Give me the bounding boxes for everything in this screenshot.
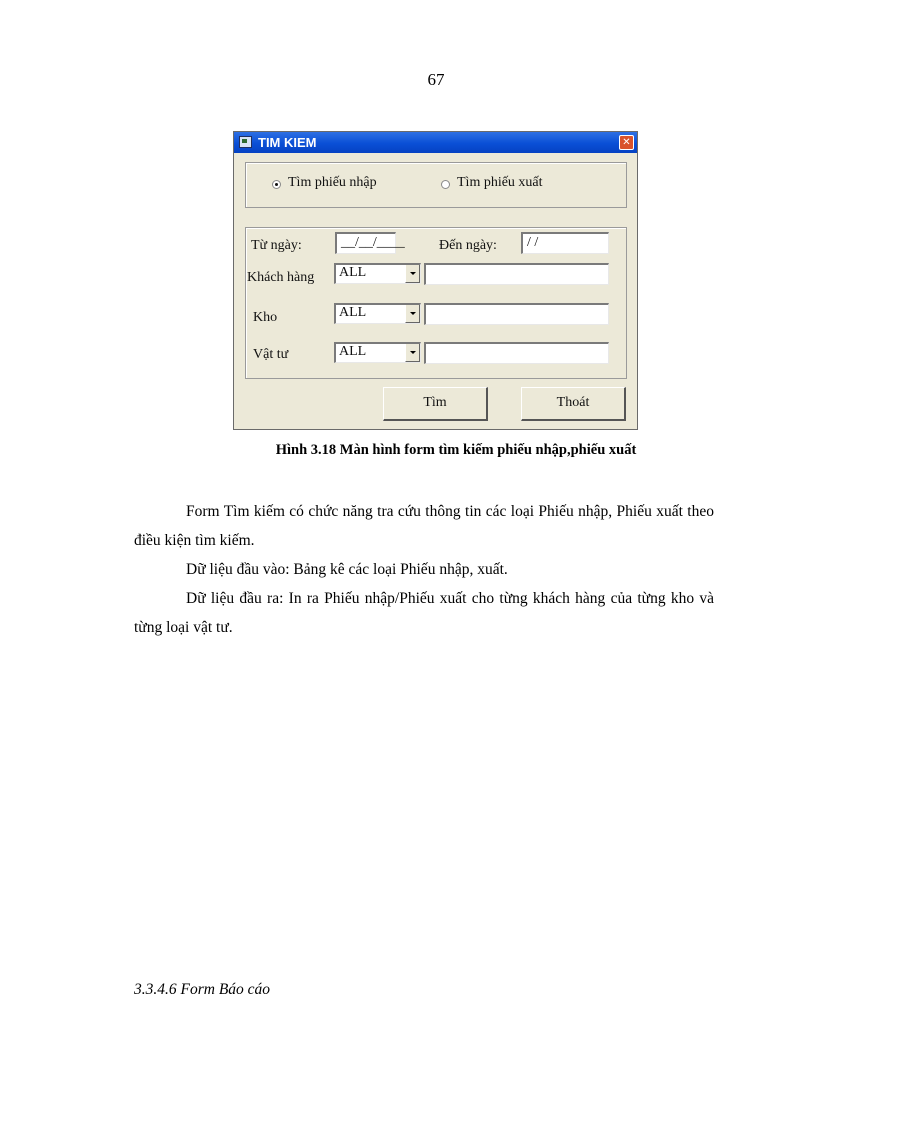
close-button[interactable] [619,135,634,150]
search-button[interactable]: Tìm [383,387,488,421]
radio-search-import-label[interactable]: Tìm phiếu nhập [288,175,377,190]
radio-search-export[interactable] [441,180,450,189]
exit-button[interactable]: Thoát [521,387,626,421]
material-combo-value: ALL [339,344,367,359]
to-date-input[interactable]: / / [521,232,609,254]
to-date-label: Đến ngày: [439,238,497,253]
customer-combo-value: ALL [339,265,367,280]
search-dialog [233,131,638,430]
dialog-title: TIM KIEM [258,135,317,150]
customer-combo[interactable] [334,263,421,284]
body-text [134,497,714,642]
radio-search-export-label[interactable]: Tìm phiếu xuất [457,175,543,190]
material-label: Vật tư [253,347,289,362]
dialog-titlebar[interactable] [234,132,637,153]
close-icon: ✕ [622,137,631,148]
paragraph-input-data: Dữ liệu đầu vào: Bảng kê các loại Phiếu nhập, xuất. [186,561,508,578]
paragraph-description: Form Tìm kiếm có chức năng tra cứu thông tin các loại Phiếu nhập, Phiếu xuất theo điều kiện tìm kiếm. [134,503,714,549]
warehouse-combo-value: ALL [339,305,367,320]
radio-search-import[interactable] [272,180,281,189]
chevron-down-icon[interactable] [405,265,420,283]
chevron-down-icon[interactable] [405,305,420,323]
chevron-down-icon[interactable] [405,344,420,362]
figure-caption: Hình 3.18 Màn hình form tìm kiếm phiếu nhập,phiếu xuất [275,442,637,458]
paragraph-output-data: Dữ liệu đầu ra: In ra Phiếu nhập/Phiếu xuất cho từng khách hàng của từng kho và từng loại vật tư. [134,590,714,636]
app-icon [239,136,252,148]
from-date-input[interactable]: __/__/____ [335,232,396,254]
material-name-input[interactable] [424,342,609,364]
material-combo[interactable] [334,342,421,363]
customer-name-input[interactable] [424,263,609,285]
customer-label: Khách hàng [247,270,315,285]
page-number: 67 [427,70,445,89]
warehouse-name-input[interactable] [424,303,609,325]
from-date-label: Từ ngày: [251,238,302,253]
section-heading: 3.3.4.6 Form Báo cáo [134,981,271,998]
warehouse-combo[interactable] [334,303,421,324]
warehouse-label: Kho [253,310,278,325]
